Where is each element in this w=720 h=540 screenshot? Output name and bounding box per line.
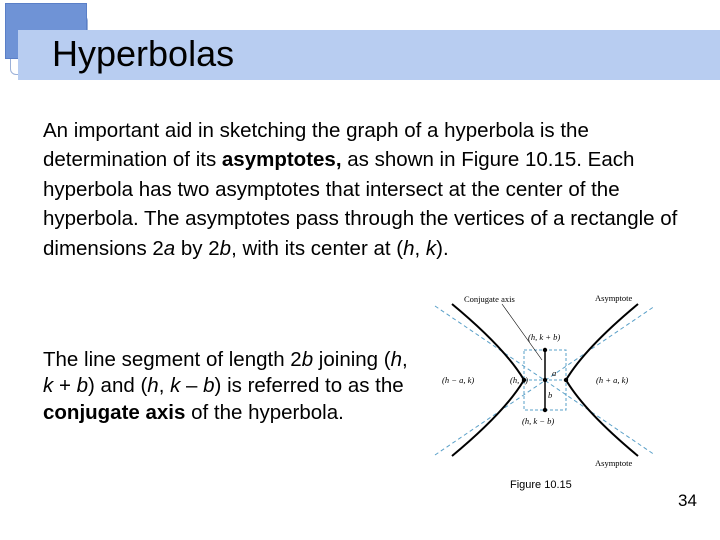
text: ). xyxy=(436,236,449,260)
label-asymptote-bottom: Asymptote xyxy=(595,458,633,468)
var: k xyxy=(425,236,437,260)
label-conjugate-axis: Conjugate axis xyxy=(464,294,515,304)
label-asymptote-top: Asymptote xyxy=(595,293,633,303)
figure-caption: Figure 10.15 xyxy=(510,479,572,491)
text: , xyxy=(414,236,426,260)
point-top xyxy=(543,348,547,352)
text: The line segment of length 2 xyxy=(43,348,302,371)
text: – xyxy=(180,374,204,398)
paragraph-conjugate-axis xyxy=(43,347,423,426)
var: b xyxy=(219,236,232,260)
label-center: (h, k) xyxy=(510,375,528,385)
text: , xyxy=(402,348,408,371)
var: a xyxy=(163,236,176,260)
text: + xyxy=(53,374,77,398)
text: of the hyperbola. xyxy=(185,400,344,424)
var: h xyxy=(390,348,403,371)
text: as shown in Figure 10.15. Each hyperbola has two asymptotes that intersect at the center of the hyperbola. The asymptotes pass through the vertices of a rectangle of dimensions 2 xyxy=(43,148,678,260)
text: , xyxy=(158,374,171,398)
var: b xyxy=(203,374,215,398)
text: An important aid in sketching the graph of a hyperbola is the determination of its xyxy=(43,119,589,172)
text: ) and ( xyxy=(88,374,148,398)
label-top-point: (h, k + b) xyxy=(528,332,561,342)
text: joining ( xyxy=(313,348,391,371)
var: h xyxy=(403,236,415,260)
label-a: a xyxy=(552,368,557,378)
var: h xyxy=(147,374,159,398)
slide-title: Hyperbolas xyxy=(52,33,235,74)
point-bottom xyxy=(543,408,547,412)
var: b xyxy=(76,374,89,398)
label-left-vertex: (h − a, k) xyxy=(442,375,475,385)
point-right-vertex xyxy=(564,378,568,382)
point-center xyxy=(543,378,547,382)
label-right-vertex: (h + a, k) xyxy=(596,375,629,385)
term-asymptotes: asymptotes, xyxy=(221,148,342,172)
label-b: b xyxy=(548,390,553,400)
hyperbola-figure xyxy=(430,288,660,468)
text: ) is referred to as the xyxy=(214,374,404,398)
label-bottom-point: (h, k − b) xyxy=(522,416,555,426)
text: , with its center at ( xyxy=(231,236,404,260)
text: by 2 xyxy=(175,236,220,260)
var: k xyxy=(170,374,181,398)
paragraph-asymptotes xyxy=(43,116,693,263)
var: b xyxy=(301,348,314,371)
term-conjugate-axis: conjugate axis xyxy=(43,400,186,424)
var: k xyxy=(43,374,54,398)
page-number: 34 xyxy=(678,491,697,510)
